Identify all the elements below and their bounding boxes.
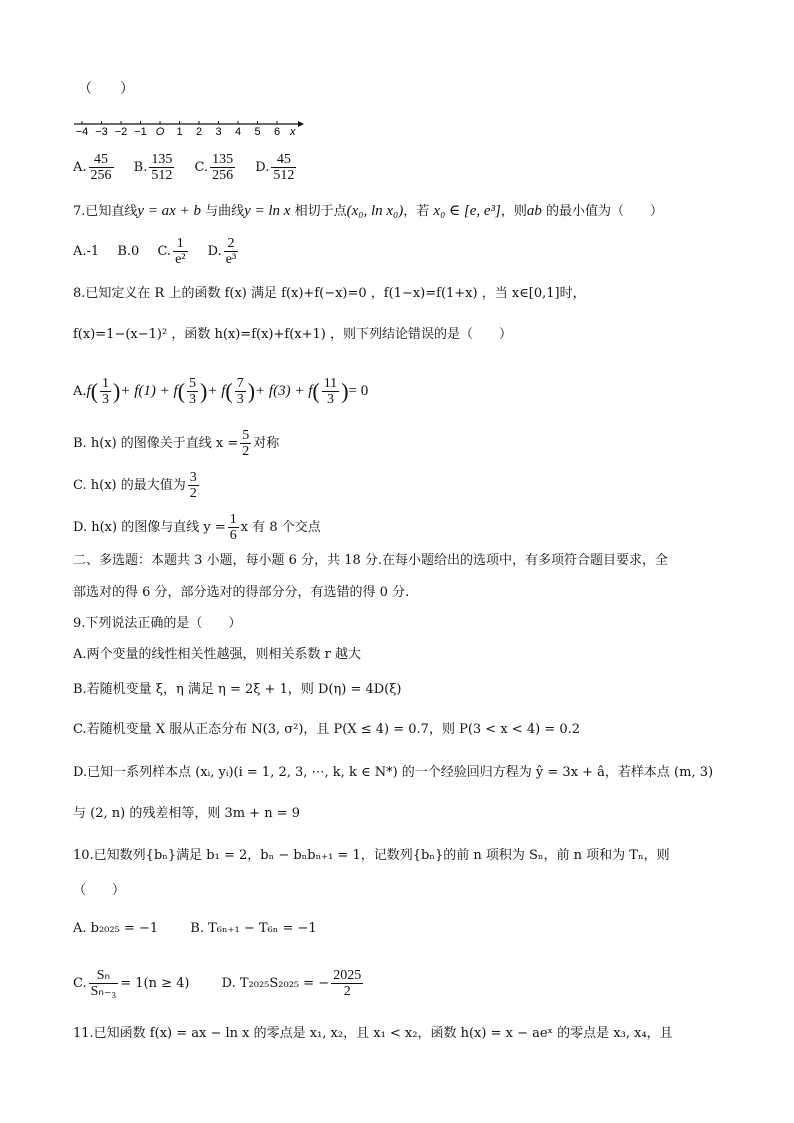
q8-option-a: A.f( $\frac{1}{3}$ )+ f(1) + f( $\frac{5}{3}$ )+ f( $\frac{7}{3}$ )+ f(3) + f( $\frac{11}{3}$ )= 0 [73, 376, 369, 407]
q7-option-a: A.-1 [73, 244, 100, 259]
number-line-tick-label: −2 [114, 126, 128, 138]
q11-stem-line1: 11.已知函数 f(x) = ax − ln x 的零点是 x₁, x₂，且 x₁ < x₂，函数 h(x) = x − aeˣ 的零点是 x₃, x₄，且 [73, 1026, 673, 1041]
number-line-figure [72, 118, 308, 140]
q8-option-c: C. h(x) 的最大值为 $\frac{3}{2}$ [73, 470, 197, 501]
q9-option-b: B.若随机变量 ξ，η 满足 η = 2ξ + 1，则 D(η) = 4D(ξ) [73, 682, 402, 697]
q7-options [73, 236, 254, 267]
q8-stem-line1: 8.已知定义在 R 上的函数 f(x) 满足 f(x)+f(−x)=0 ，f(1−x)=f(1+x) ，当 x∈[0,1]时， [73, 286, 586, 301]
q9-stem: 9.下列说法正确的是（ ） [73, 616, 242, 631]
q10-options-cd [73, 968, 379, 999]
q6-options [73, 152, 312, 183]
number-line-tick-label: O [155, 126, 165, 138]
number-line-tick-label: −4 [75, 126, 89, 138]
q8-stem-line2: f(x)=1−(x−1)² ，函数 h(x)=f(x)+f(x+1) ，则下列结论错误的是（ ） [73, 327, 512, 342]
number-line-tick-label: 3 [215, 126, 222, 138]
q10-options-ab [73, 920, 331, 938]
number-line-arrow [298, 121, 304, 127]
question-answer-paren: （ ） [78, 81, 134, 97]
q6-option-a: A. $\frac{45}{256}$ [73, 152, 112, 183]
number-line-tick-label: 4 [234, 126, 242, 138]
q7-option-d: D. $\frac{2}{\text{e³}}$ [207, 236, 237, 267]
q7-option-c: C. $\frac{1}{\text{e²}}$ [157, 236, 186, 267]
q8-option-b: B. h(x) 的图像关于直线 x = $\frac{5}{2}$ 对称 [73, 428, 280, 459]
q10-stem-line2: （ ） [73, 883, 126, 898]
number-line-tick-label: 5 [254, 126, 261, 138]
q10-option-c: C. $\frac{\text{Sₙ}}{\text{Sₙ₋₃}}$ = 1(n ≥ 4) [73, 968, 190, 999]
q7-stem: 7.已知直线y = ax + b 与曲线y = ln x 相切于点(x₀, ln x₀)，若 x₀ ∈ [e, e³]，则ab 的最小值为（ ） [73, 203, 664, 219]
q10-option-b: B. T₆ₙ₊₁ − T₆ₙ = −1 [190, 921, 317, 936]
number-line-tick-label: −3 [95, 126, 108, 138]
section2-line2: 部选对的得 6 分，部分选对的得部分分，有选错的得 0 分. [73, 585, 410, 600]
q10-option-a: A. b₂₀₂₅ = −1 [73, 921, 159, 936]
q10-stem-line1: 10.已知数列{bₙ}满足 b₁ = 2，bₙ − bₙbₙ₊₁ = 1，记数列{bₙ}的前 n 项积为 Sₙ，前 n 项和为 Tₙ，则 [73, 848, 670, 863]
q6-option-b: B. $\frac{135}{512}$ [133, 152, 173, 183]
q9-option-d-line2: 与 (2, n) 的残差相等，则 3m + n = 9 [73, 806, 301, 821]
q7-option-b: B.0 [117, 244, 140, 259]
q9-option-a: A.两个变量的线性相关性越强，则相关系数 r 越大 [73, 647, 361, 662]
q9-option-c: C.若随机变量 X 服从正态分布 N(3, σ²)，且 P(X ≤ 4) = 0.7，则 P(3 < x < 4) = 0.2 [73, 722, 580, 737]
q9-option-d-line1: D.已知一系列样本点 (xᵢ, yᵢ)(i = 1, 2, 3, ⋯, k, k ∈ N*) 的一个经验回归方程为 ŷ = 3x + â，若样本点 (m, 3) [73, 765, 714, 780]
number-line-axis-label: x [290, 126, 296, 138]
number-line-tick-label: 6 [273, 126, 281, 138]
number-line-tick-label: −1 [134, 126, 147, 138]
number-line-tick-label: 1 [176, 126, 183, 138]
q10-option-d: D. T₂₀₂₅S₂₀₂₅ = − $\frac{2025}{2}$ [221, 968, 362, 999]
q6-option-c: C. $\frac{135}{256}$ [194, 152, 234, 183]
number-line-tick-label: 2 [195, 126, 203, 138]
q8-option-d: D. h(x) 的图像与直线 y = $\frac{1}{6}$ x 有 8 个交点 [73, 512, 321, 543]
q6-option-d: D. $\frac{45}{512}$ [255, 152, 295, 183]
section2-line1: 二、多选题：本题共 3 小题，每小题 6 分，共 18 分.在每小题给出的选项中，有多项符合题目要求，全 [73, 553, 669, 568]
